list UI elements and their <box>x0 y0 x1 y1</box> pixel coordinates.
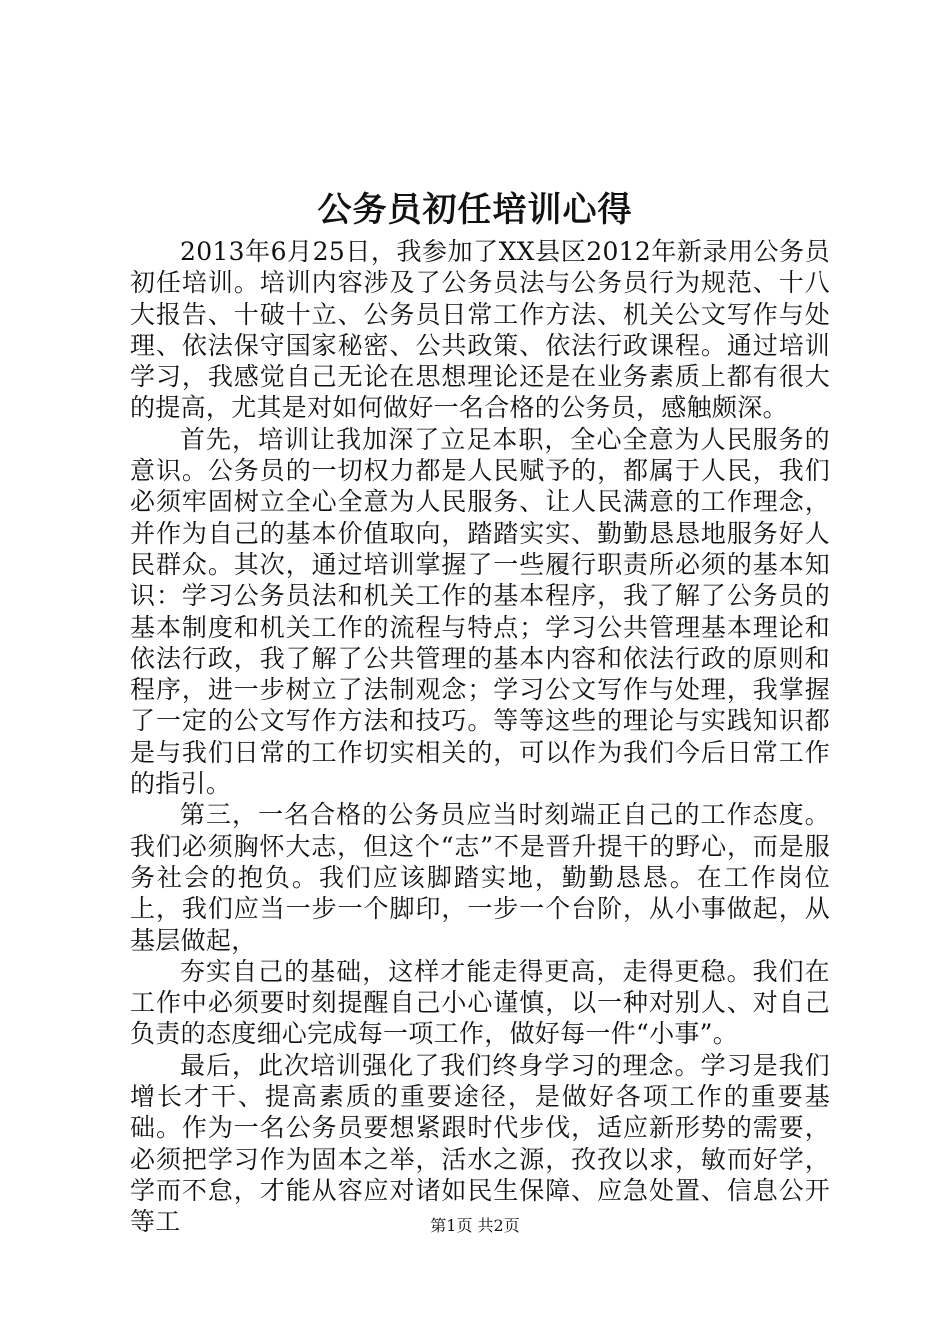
document-body <box>130 236 830 1238</box>
paragraph-last: 最后，此次培训强化了我们终身学习的理念。学习是我们增长才干、提高素质的重要途径，是做好各项工作的重要基础。作为一名公务员要想紧跟时代步伐，适应新形势的需要，必须把学习作为固本之举，活水之源，孜孜以求，敏而好学，学而不怠，才能从容应对诸如民生保障、应急处置、信息公开等工 <box>130 1050 830 1237</box>
paragraph-third: 第三，一名合格的公务员应当时刻端正自己的工作态度。我们必须胸怀大志，但这个“志”不是晋升提干的野心，而是服务社会的抱负。我们应该脚踏实地，勤勤恳恳。在工作岗位上，我们应当一步一个脚印，一步一个台阶，从小事做起，从基层做起， <box>130 800 830 955</box>
page-number-footer: 第1页 共2页 <box>430 1216 520 1235</box>
paragraph-foundation: 夯实自己的基础，这样才能走得更高，走得更稳。我们在工作中必须要时刻提醒自己小心谨慎，以一种对别人、对自己负责的态度细心完成每一项工作，做好每一件“小事”。 <box>130 956 830 1049</box>
paragraph-intro: 2013年6月25日，我参加了XX县区2012年新录用公务员初任培训。培训内容涉及了公务员法与公务员行为规范、十八大报告、十破十立、公务员日常工作方法、机关公文写作与处理、依法保守国家秘密、公共政策、依法行政课程。通过培训学习，我感觉自己无论在思想理论还是在业务素质上都有很大的提高，尤其是对如何做好一名合格的公务员，感触颇深。 <box>130 237 830 423</box>
paragraph-first-second: 首先，培训让我加深了立足本职，全心全意为人民服务的意识。公务员的一切权力都是人民赋予的，都属于人民，我们必须牢固树立全心全意为人民服务、让人民满意的工作理念，并作为自己的基本价值取向，踏踏实实、勤勤恳恳地服务好人民群众。其次，通过培训掌握了一些履行职责所必须的基本知识：学习公务员法和机关工作的基本程序，我了解了公务员的基本制度和机关工作的流程与特点；学习公共管理基本理论和依法行政，我了解了公共管理的基本内容和依法行政的原则和程序，进一步树立了法制观念；学习公文写作与处理，我掌握了一定的公文写作方法和技巧。等等这些的理论与实践知识都是与我们日常的工作切实相关的，可以作为我们今后日常工作的指引。 <box>130 424 830 799</box>
document-title: 公务员初任培训心得 <box>317 190 633 230</box>
